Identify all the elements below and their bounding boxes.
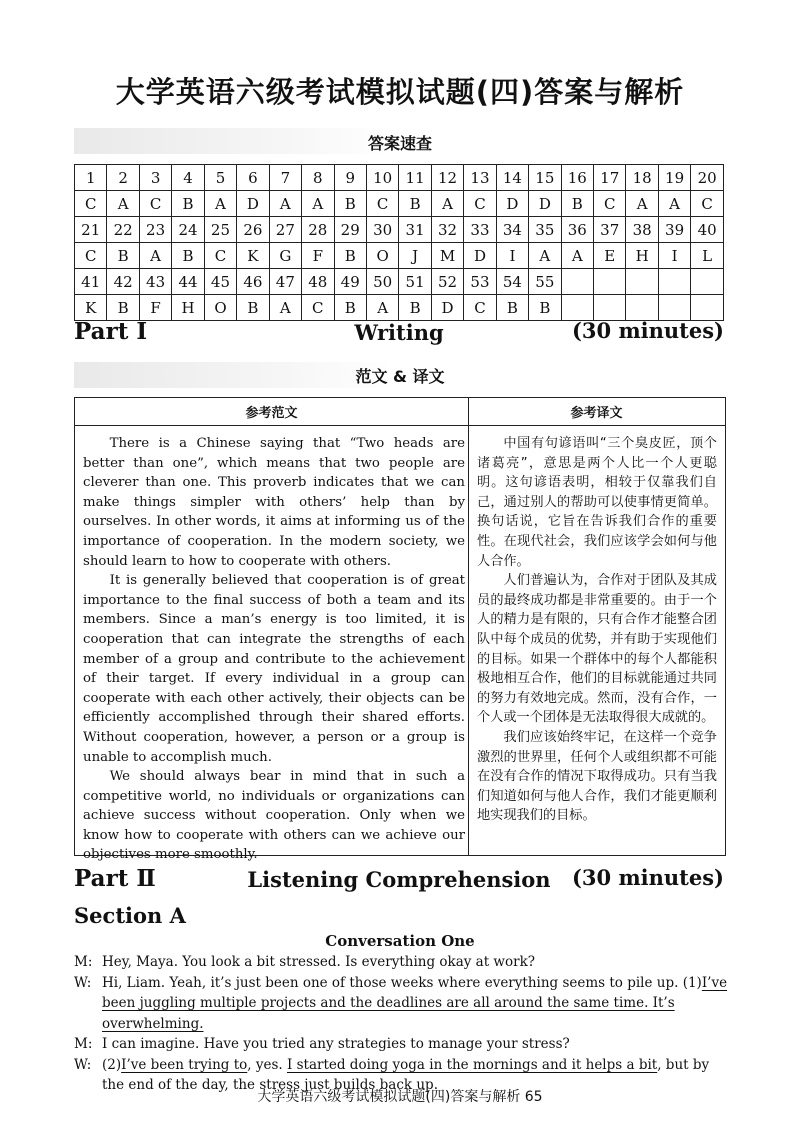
question-number-cell: 29 bbox=[334, 217, 366, 243]
speaker-label: W: bbox=[74, 974, 92, 991]
line-text: Hey, Maya. You look a bit stressed. Is everything okay at work? bbox=[102, 954, 535, 970]
answer-cell: A bbox=[626, 191, 658, 217]
answer-cell: B bbox=[529, 295, 561, 321]
answer-cell: C bbox=[366, 191, 398, 217]
answer-cell: B bbox=[399, 191, 431, 217]
answer-cell: H bbox=[626, 243, 658, 269]
english-column-heading: 参考范文 bbox=[245, 406, 298, 421]
answer-cell bbox=[594, 295, 626, 321]
question-number-cell: 53 bbox=[464, 269, 496, 295]
answer-cell: A bbox=[139, 243, 171, 269]
question-number-cell bbox=[626, 269, 658, 295]
conversation-title: Conversation One bbox=[325, 932, 475, 950]
question-number-cell: 36 bbox=[561, 217, 593, 243]
part-2-header bbox=[74, 865, 724, 899]
question-number-cell bbox=[561, 269, 593, 295]
question-number-cell: 43 bbox=[139, 269, 171, 295]
question-number-cell: 50 bbox=[366, 269, 398, 295]
question-number-cell: 47 bbox=[269, 269, 301, 295]
question-number-cell: 22 bbox=[107, 217, 139, 243]
answer-cell: D bbox=[529, 191, 561, 217]
question-number-cell: 32 bbox=[431, 217, 463, 243]
question-number-row bbox=[75, 165, 724, 191]
question-number-cell: 4 bbox=[172, 165, 204, 191]
speaker-label: W: bbox=[74, 1056, 92, 1073]
question-number-cell: 38 bbox=[626, 217, 658, 243]
question-number-cell: 30 bbox=[366, 217, 398, 243]
question-number-cell: 5 bbox=[204, 165, 236, 191]
section-a-heading: Section A bbox=[74, 903, 186, 928]
translation-paragraph: 中国有句谚语叫“三个臭皮匠，顶个诸葛亮”，意思是两个人比一个人更聪明。这句谚语表明，相较于仅靠我们自己，通过别人的帮助可以使事情更简单。换句话说，它旨在告诉我们合作的重要性。在现代社会，我们应该学会如何与他人合作。 bbox=[477, 436, 717, 569]
answer-cell: F bbox=[302, 243, 334, 269]
column-divider bbox=[468, 398, 469, 855]
question-number-cell: 33 bbox=[464, 217, 496, 243]
question-number-cell: 14 bbox=[496, 165, 528, 191]
line-text: , but by the end of the day, the stress just builds back up. bbox=[102, 1056, 710, 1093]
question-number-cell: 24 bbox=[172, 217, 204, 243]
question-number-cell: 35 bbox=[529, 217, 561, 243]
answer-key-heading: 答案速查 bbox=[367, 134, 432, 153]
question-number-cell: 12 bbox=[431, 165, 463, 191]
question-number-cell: 17 bbox=[594, 165, 626, 191]
header-divider bbox=[75, 425, 725, 426]
sample-essay-english bbox=[83, 434, 465, 865]
question-number-cell: 39 bbox=[658, 217, 690, 243]
answer-cell: B bbox=[399, 295, 431, 321]
dialogue-line bbox=[74, 952, 730, 973]
answer-cell: A bbox=[204, 191, 236, 217]
question-number-cell: 10 bbox=[366, 165, 398, 191]
question-number-row bbox=[75, 269, 724, 295]
line-text: I can imagine. Have you tried any strategies to manage your stress? bbox=[102, 1036, 570, 1052]
answer-cell: C bbox=[464, 295, 496, 321]
question-number-cell: 55 bbox=[529, 269, 561, 295]
page-footer: 大学英语六级考试模拟试题(四)答案与解析 65 bbox=[257, 1089, 543, 1105]
answer-key-table bbox=[74, 164, 724, 321]
line-text: (2) bbox=[102, 1056, 122, 1073]
underlined-answer-cue: I’ve been juggling multiple projects and the deadlines are all around the same time. It’s overwhelming. bbox=[102, 974, 728, 1032]
question-number-cell: 31 bbox=[399, 217, 431, 243]
translation-paragraph: 我们应该始终牢记，在这样一个竞争激烈的世界里，任何个人或组织都不可能在没有合作的情况下取得成功。只有当我们知道如何与他人合作，我们才能更顺利地实现我们的目标。 bbox=[477, 729, 717, 824]
speaker-label: M: bbox=[74, 1036, 93, 1052]
question-number-cell: 28 bbox=[302, 217, 334, 243]
answer-cell: O bbox=[204, 295, 236, 321]
question-number-cell: 13 bbox=[464, 165, 496, 191]
question-number-cell: 41 bbox=[75, 269, 107, 295]
question-number-cell: 25 bbox=[204, 217, 236, 243]
part-2-time: (30 minutes) bbox=[571, 865, 724, 890]
answer-cell: O bbox=[366, 243, 398, 269]
page-title: 大学英语六级考试模拟试题(四)答案与解析 bbox=[115, 75, 685, 109]
part-1-name: Writing bbox=[354, 320, 444, 345]
question-number-cell: 46 bbox=[237, 269, 269, 295]
question-number-cell: 26 bbox=[237, 217, 269, 243]
answer-cell: B bbox=[496, 295, 528, 321]
answer-cell: H bbox=[172, 295, 204, 321]
dialogue-line bbox=[74, 973, 730, 1035]
answer-cell: A bbox=[366, 295, 398, 321]
question-number-cell: 37 bbox=[594, 217, 626, 243]
answer-cell: C bbox=[75, 243, 107, 269]
question-number-cell: 2 bbox=[107, 165, 139, 191]
answer-cell: B bbox=[172, 191, 204, 217]
question-number-row bbox=[75, 217, 724, 243]
answer-row bbox=[75, 191, 724, 217]
question-number-cell bbox=[691, 269, 724, 295]
answer-cell: A bbox=[107, 191, 139, 217]
answer-cell: B bbox=[334, 243, 366, 269]
answer-cell bbox=[691, 295, 724, 321]
question-number-cell: 54 bbox=[496, 269, 528, 295]
question-number-cell bbox=[658, 269, 690, 295]
question-number-cell: 18 bbox=[626, 165, 658, 191]
answer-cell: I bbox=[658, 243, 690, 269]
answer-cell: C bbox=[75, 191, 107, 217]
answer-cell: B bbox=[561, 191, 593, 217]
question-number-cell: 3 bbox=[139, 165, 171, 191]
answer-cell bbox=[561, 295, 593, 321]
essay-paragraph: There is a Chinese saying that “Two heads are better than one”, which means that two people are cleverer than one. This proverb indicates that we can make things simpler with others’ help than by ourselves. In other words, it aims at informing us of the importance of cooperation. In the modern society, we should learn to how to cooperate with others. bbox=[83, 436, 465, 569]
answer-cell: C bbox=[204, 243, 236, 269]
question-number-cell: 6 bbox=[237, 165, 269, 191]
question-number-cell: 9 bbox=[334, 165, 366, 191]
part-1-time: (30 minutes) bbox=[571, 318, 724, 343]
answer-cell: A bbox=[658, 191, 690, 217]
answer-cell: F bbox=[139, 295, 171, 321]
essay-paragraph: It is generally believed that cooperation is of great importance to the final success of both a team and its members. Since a man’s energy is too limited, it is cooperation that can integrate the strengths of each member of a group and contribute to the achievement of their target. If every individual in a group can cooperate with each other actively, their objects can be efficiently accomplished through their shared efforts. Without cooperation, however, a person or a group is unable to accomplish much. bbox=[83, 573, 465, 765]
answer-cell: J bbox=[399, 243, 431, 269]
underlined-answer-cue: I started doing yoga in the mornings and it helps a bit bbox=[286, 1056, 658, 1073]
answer-cell: C bbox=[594, 191, 626, 217]
translation-paragraph: 人们普遍认为，合作对于团队及其成员的最终成功都是非常重要的。由于一个人的精力是有限的，只有合作才能整合团队中每个成员的优势，并有助于实现他们的目标。如果一个群体中的每个人都能积极地相互合作，他们的目标就能通过共同的努力有效地完成。然而，没有合作，一个人或一个团体是无法取得很大成就的。 bbox=[477, 573, 717, 726]
answer-cell: A bbox=[302, 191, 334, 217]
answer-cell: C bbox=[691, 191, 724, 217]
answer-cell: B bbox=[107, 295, 139, 321]
answer-cell: D bbox=[431, 295, 463, 321]
line-text: , yes. bbox=[247, 1056, 287, 1073]
answer-cell: C bbox=[464, 191, 496, 217]
answer-cell: D bbox=[464, 243, 496, 269]
answer-cell: B bbox=[107, 243, 139, 269]
essay-table bbox=[74, 397, 726, 863]
answer-cell: A bbox=[431, 191, 463, 217]
question-number-cell: 49 bbox=[334, 269, 366, 295]
answer-cell: C bbox=[139, 191, 171, 217]
part-2-label: Part Ⅱ bbox=[74, 865, 156, 892]
answer-cell: B bbox=[237, 295, 269, 321]
answer-row bbox=[75, 295, 724, 321]
question-number-cell: 20 bbox=[691, 165, 724, 191]
answer-cell bbox=[626, 295, 658, 321]
answer-cell: A bbox=[529, 243, 561, 269]
part-1-header bbox=[74, 318, 724, 352]
question-number-cell: 48 bbox=[302, 269, 334, 295]
sample-heading: 范文 & 译文 bbox=[355, 367, 445, 386]
answer-cell: I bbox=[496, 243, 528, 269]
question-number-cell bbox=[594, 269, 626, 295]
answer-cell: B bbox=[334, 295, 366, 321]
question-number-cell: 27 bbox=[269, 217, 301, 243]
answer-cell: D bbox=[237, 191, 269, 217]
question-number-cell: 8 bbox=[302, 165, 334, 191]
answer-cell: E bbox=[594, 243, 626, 269]
underlined-answer-cue: I’ve been trying to bbox=[121, 1056, 248, 1073]
dialogue bbox=[74, 952, 730, 1096]
question-number-cell: 42 bbox=[107, 269, 139, 295]
answer-cell: B bbox=[172, 243, 204, 269]
essay-paragraph: We should always bear in mind that in such a competitive world, no individuals or organizations can achieve success without cooperation. Only when we know how to cooperate with others can we achieve our objectives more smoothly. bbox=[83, 769, 465, 863]
question-number-cell: 40 bbox=[691, 217, 724, 243]
part-2-name: Listening Comprehension bbox=[247, 867, 551, 892]
answer-cell: A bbox=[269, 191, 301, 217]
question-number-cell: 51 bbox=[399, 269, 431, 295]
answer-cell bbox=[658, 295, 690, 321]
answer-cell: G bbox=[269, 243, 301, 269]
question-number-cell: 23 bbox=[139, 217, 171, 243]
question-number-cell: 7 bbox=[269, 165, 301, 191]
answer-cell: B bbox=[334, 191, 366, 217]
question-number-cell: 15 bbox=[529, 165, 561, 191]
question-number-cell: 52 bbox=[431, 269, 463, 295]
speaker-label: M: bbox=[74, 954, 93, 970]
question-number-cell: 16 bbox=[561, 165, 593, 191]
answer-cell: M bbox=[431, 243, 463, 269]
question-number-cell: 21 bbox=[75, 217, 107, 243]
question-number-cell: 11 bbox=[399, 165, 431, 191]
question-number-cell: 45 bbox=[204, 269, 236, 295]
answer-cell: A bbox=[561, 243, 593, 269]
answer-cell: A bbox=[269, 295, 301, 321]
part-1-label: Part Ⅰ bbox=[74, 318, 148, 345]
sample-essay-chinese bbox=[477, 434, 717, 826]
answer-cell: K bbox=[75, 295, 107, 321]
answer-row bbox=[75, 243, 724, 269]
line-text: Hi, Liam. Yeah, it’s just been one of those weeks where everything seems to pile up. (1) bbox=[102, 974, 702, 991]
dialogue-line bbox=[74, 1034, 730, 1055]
question-number-cell: 1 bbox=[75, 165, 107, 191]
answer-cell: K bbox=[237, 243, 269, 269]
answer-cell: C bbox=[302, 295, 334, 321]
question-number-cell: 34 bbox=[496, 217, 528, 243]
question-number-cell: 44 bbox=[172, 269, 204, 295]
answer-cell: D bbox=[496, 191, 528, 217]
answer-cell: L bbox=[691, 243, 724, 269]
chinese-column-heading: 参考译文 bbox=[570, 406, 623, 421]
question-number-cell: 19 bbox=[658, 165, 690, 191]
